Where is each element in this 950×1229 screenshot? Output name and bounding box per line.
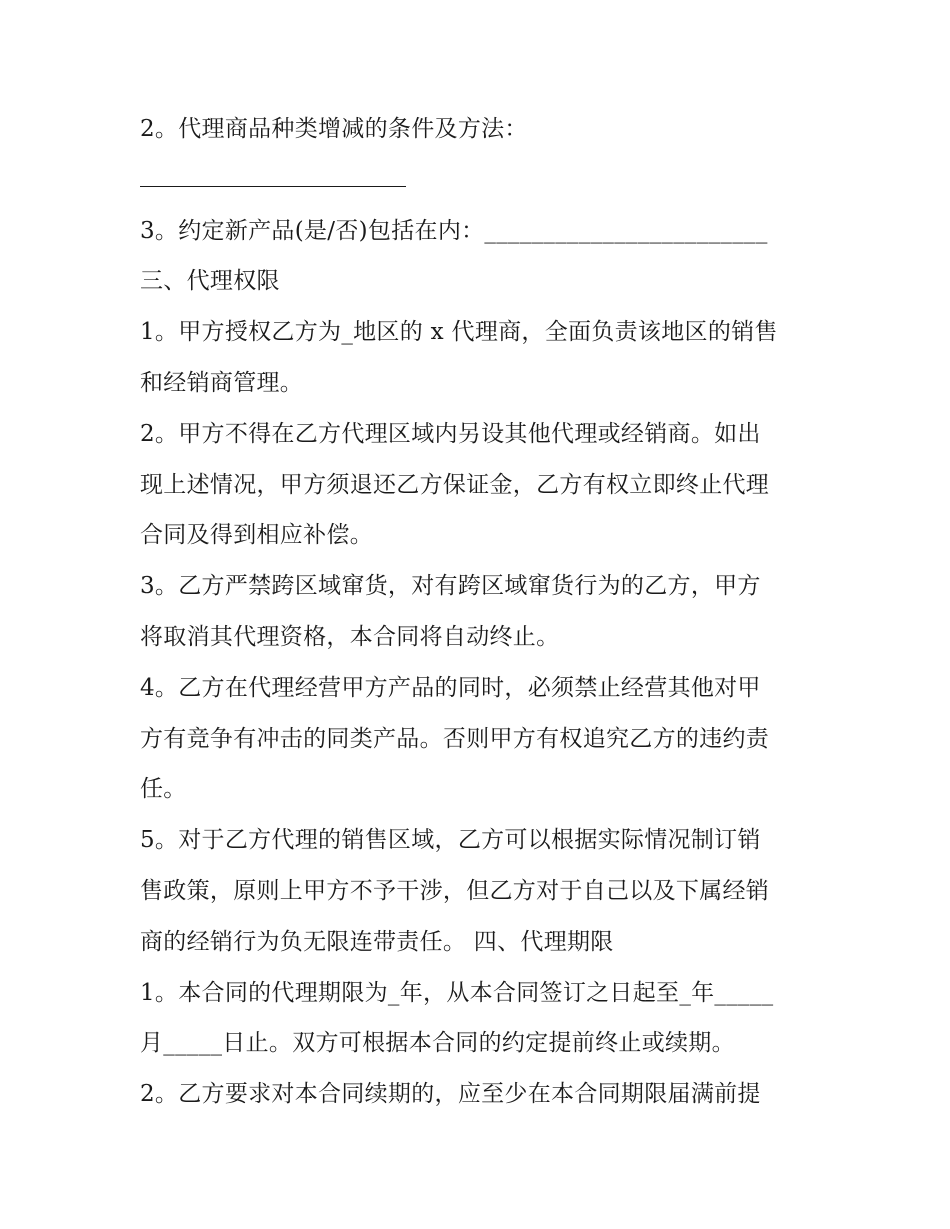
text-line-12: 4。乙方在代理经营甲方产品的同时，必须禁止经营其他对甲 bbox=[140, 674, 761, 701]
text-line-13: 方有竞争有冲击的同类产品。否则甲方有权追究乙方的违约责 bbox=[140, 725, 770, 752]
text-line-11: 将取消其代理资格，本合同将自动终止。 bbox=[140, 623, 560, 650]
text-line-6: 和经销商管理。 bbox=[140, 369, 304, 396]
text-line-1: 2。代理商品种类增减的条件及方法： bbox=[140, 116, 528, 142]
text-line-19: 月_____日止。双方可根据本合同的约定提前终止或续期。 bbox=[140, 1030, 735, 1057]
text-line-5: 1。甲方授权乙方为_地区的 x 代理商，全面负责该地区的销售 bbox=[140, 319, 778, 346]
fill-in-underline bbox=[140, 164, 406, 187]
text-line-17: 商的经销行为负无限连带责任。 四、代理期限 bbox=[140, 928, 614, 955]
text-line-16: 售政策，原则上甲方不予干涉，但乙方对于自己以及下属经销 bbox=[140, 877, 770, 904]
section-heading-authority: 三、代理权限 bbox=[140, 268, 280, 295]
text-line-20: 2。乙方要求对本合同续期的，应至少在本合同期限届满前提 bbox=[140, 1081, 761, 1108]
document-page bbox=[140, 104, 820, 1120]
text-line-8: 现上述情况，甲方须退还乙方保证金，乙方有权立即终止代理 bbox=[140, 471, 770, 498]
text-line-9: 合同及得到相应补偿。 bbox=[140, 522, 373, 549]
text-line-10: 3。乙方严禁跨区域窜货，对有跨区域窜货行为的乙方，甲方 bbox=[140, 573, 761, 600]
text-line-15: 5。对于乙方代理的销售区域，乙方可以根据实际情况制订销 bbox=[140, 827, 761, 854]
text-line-14: 任。 bbox=[140, 776, 187, 803]
text-line-18: 1。本合同的代理期限为_年，从本合同签订之日起至_年_____ bbox=[140, 979, 774, 1006]
text-line-3: 3。约定新产品(是/否)包括在内：________________________ bbox=[140, 217, 768, 244]
blank-fill-line bbox=[140, 155, 820, 206]
text-line-7: 2。甲方不得在乙方代理区域内另设其他代理或经销商。如出 bbox=[140, 420, 761, 447]
